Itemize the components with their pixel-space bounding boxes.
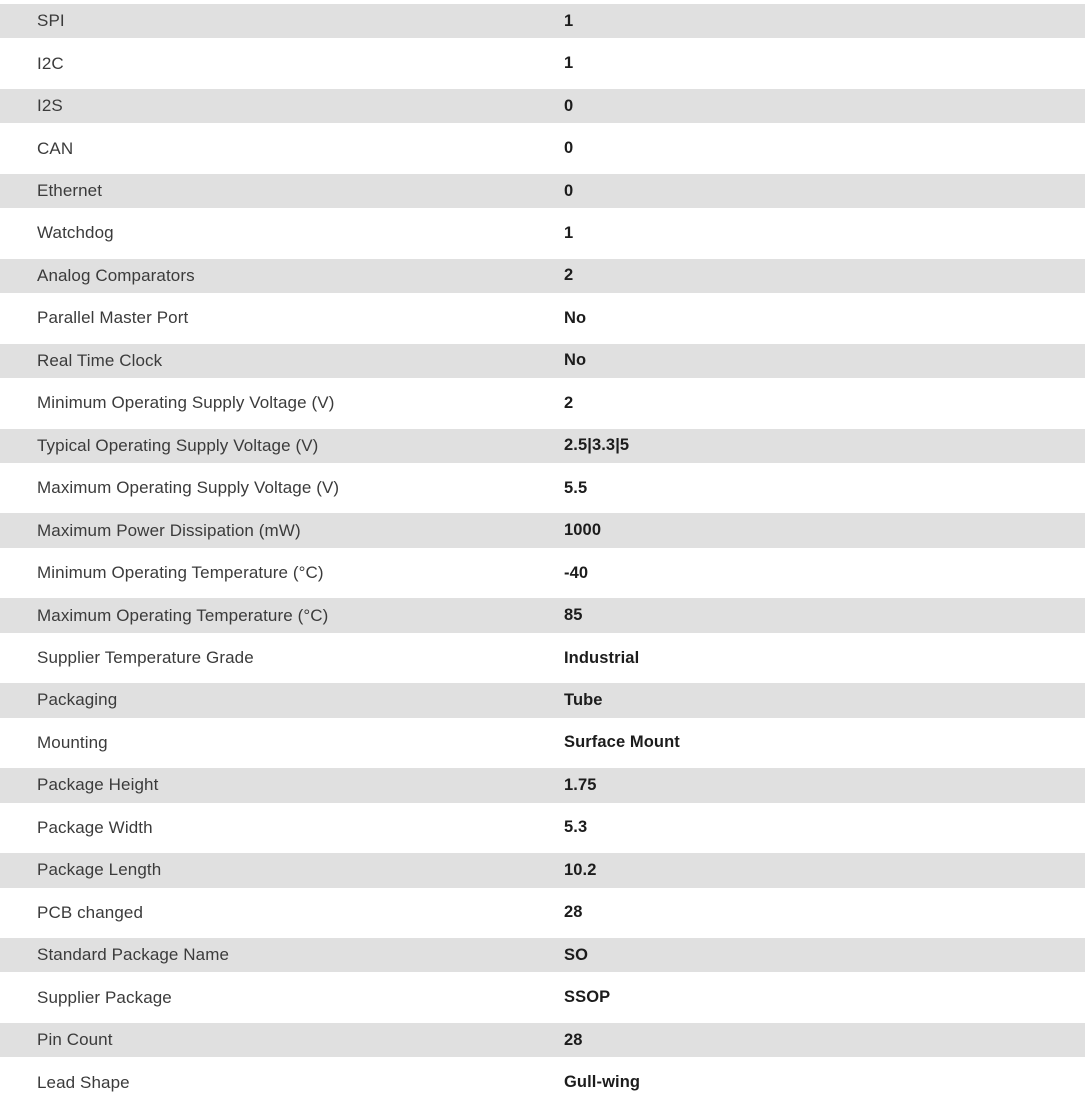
spec-row (0, 1019, 1085, 1061)
spec-attribute-label: Maximum Operating Temperature (°C) (37, 605, 329, 625)
spec-row (0, 637, 1085, 679)
spec-row (0, 170, 1085, 212)
spec-attribute-value: No (564, 351, 587, 370)
spec-attribute-label: Typical Operating Supply Voltage (V) (37, 435, 319, 455)
spec-attribute-value: 0 (564, 181, 574, 200)
spec-row (0, 85, 1085, 127)
spec-attribute-value: Gull-wing (564, 1073, 641, 1092)
spec-attribute-value: 5.3 (564, 818, 588, 837)
spec-attribute-label: Watchdog (37, 223, 114, 243)
spec-row (0, 552, 1085, 594)
spec-attribute-value: 0 (564, 96, 574, 115)
spec-attribute-value: 1.75 (564, 775, 597, 794)
spec-attribute-value: 5.5 (564, 478, 588, 497)
spec-attribute-label: Packaging (37, 690, 118, 710)
spec-row (0, 382, 1085, 424)
spec-row (0, 976, 1085, 1018)
spec-row (0, 340, 1085, 382)
spec-attribute-label: Real Time Clock (37, 350, 163, 370)
spec-attribute-value: Surface Mount (564, 733, 680, 752)
spec-row (0, 297, 1085, 339)
spec-attribute-value: -40 (564, 563, 589, 582)
spec-row (0, 1061, 1085, 1103)
spec-row (0, 679, 1085, 721)
spec-row (0, 509, 1085, 551)
spec-row (0, 849, 1085, 891)
spec-attribute-label: Mounting (37, 732, 108, 752)
spec-row (0, 594, 1085, 636)
spec-attribute-label: PCB changed (37, 902, 144, 922)
spec-attribute-value: 85 (564, 606, 583, 625)
spec-attribute-value: 28 (564, 903, 583, 922)
spec-row (0, 892, 1085, 934)
spec-attribute-label: Ethernet (37, 181, 103, 201)
spec-attribute-label: Parallel Master Port (37, 308, 189, 328)
spec-attribute-label: Pin Count (37, 1030, 113, 1050)
spec-attribute-value: 1000 (564, 521, 602, 540)
spec-row (0, 127, 1085, 169)
spec-attribute-label: Maximum Power Dissipation (mW) (37, 520, 301, 540)
spec-attribute-value: 2 (564, 393, 574, 412)
spec-attribute-label: Maximum Operating Supply Voltage (V) (37, 478, 340, 498)
spec-attribute-value: 10.2 (564, 860, 597, 879)
spec-attribute-value: Industrial (564, 648, 640, 667)
spec-attribute-value: SO (564, 945, 589, 964)
spec-attribute-label: Package Height (37, 775, 159, 795)
spec-row (0, 425, 1085, 467)
spec-attribute-label: Package Width (37, 817, 153, 837)
spec-attribute-label: CAN (37, 138, 74, 158)
spec-attribute-label: SPI (37, 11, 65, 31)
spec-attribute-label: Minimum Operating Temperature (°C) (37, 563, 324, 583)
spec-row (0, 0, 1085, 42)
spec-attribute-label: Lead Shape (37, 1072, 130, 1092)
spec-attribute-value: 2.5|3.3|5 (564, 436, 630, 455)
spec-attribute-label: Supplier Package (37, 987, 172, 1007)
spec-attribute-label: I2C (37, 53, 64, 73)
spec-row (0, 934, 1085, 976)
spec-attribute-label: Minimum Operating Supply Voltage (V) (37, 393, 335, 413)
spec-row (0, 467, 1085, 509)
spec-attribute-label: Standard Package Name (37, 945, 230, 965)
spec-attribute-value: 2 (564, 266, 574, 285)
spec-row (0, 212, 1085, 254)
spec-attribute-label: I2S (37, 96, 63, 116)
spec-attribute-value: Tube (564, 690, 603, 709)
spec-attribute-value: 1 (564, 223, 574, 242)
spec-attribute-value: SSOP (564, 988, 611, 1007)
spec-row (0, 807, 1085, 849)
spec-attribute-label: Supplier Temperature Grade (37, 648, 254, 668)
spec-attribute-value: No (564, 308, 587, 327)
spec-row (0, 722, 1085, 764)
spec-attribute-value: 0 (564, 139, 574, 158)
spec-attribute-value: 1 (564, 11, 574, 30)
spec-attribute-value: 28 (564, 1030, 583, 1049)
spec-attribute-label: Package Length (37, 860, 162, 880)
spec-row (0, 42, 1085, 84)
spec-attribute-value: 1 (564, 54, 574, 73)
spec-row (0, 764, 1085, 806)
spec-row (0, 255, 1085, 297)
spec-attribute-label: Analog Comparators (37, 265, 195, 285)
